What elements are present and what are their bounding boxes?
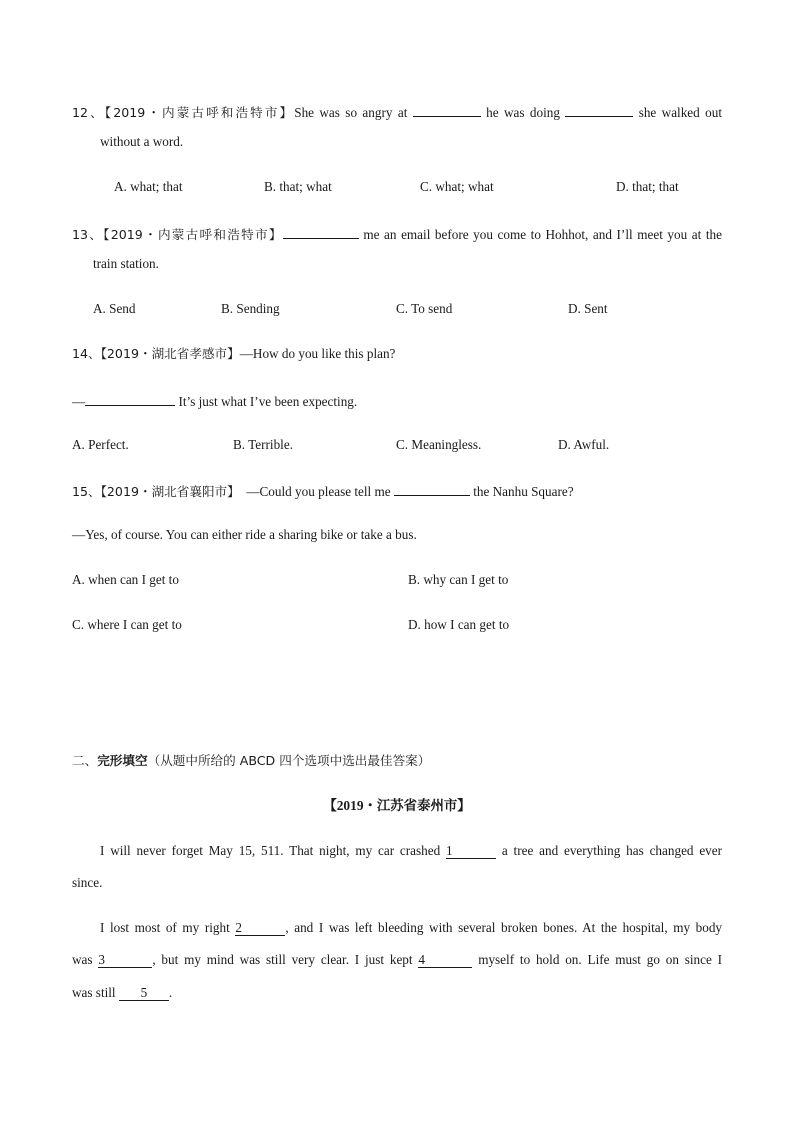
question-12-option-b[interactable]: B. that; what xyxy=(264,179,332,194)
passage-text: . xyxy=(168,985,173,1000)
answer-blank[interactable] xyxy=(394,481,470,496)
question-12-text-3: she walked out xyxy=(638,105,722,120)
question-15-option-a[interactable]: A. when can I get to xyxy=(72,572,179,587)
passage-p1-line-2: since. xyxy=(72,875,103,890)
question-14-option-d[interactable]: D. Awful. xyxy=(558,437,610,452)
question-14-dash: — xyxy=(72,394,86,409)
section-number: 二、 xyxy=(72,753,98,768)
question-12-text-1: She was so angry at xyxy=(294,105,408,120)
question-14-line-2 xyxy=(72,391,357,411)
passage-text: , and I was left bleeding with several broken bones. At the hospital, my body xyxy=(285,920,723,935)
question-12-continuation: without a word. xyxy=(100,134,184,149)
question-13-text-1: me an email before you come to Hohhot, and I’ll meet you at the xyxy=(363,227,722,242)
passage-text: myself to hold on. Life must go on since I xyxy=(478,952,723,967)
cloze-blank-2[interactable]: 2 xyxy=(235,921,285,936)
cloze-blank-3[interactable]: 3 xyxy=(98,953,152,968)
question-12-option-c[interactable]: C. what; what xyxy=(420,179,494,194)
passage-p2-line-2 xyxy=(72,951,722,969)
question-13-option-c[interactable]: C. To send xyxy=(396,301,453,316)
question-15-option-d[interactable]: D. how I can get to xyxy=(408,617,510,632)
question-12-text-2: he was doing xyxy=(486,105,560,120)
question-14-option-c[interactable]: C. Meaningless. xyxy=(396,437,482,452)
section-title: 完形填空 xyxy=(97,753,148,768)
question-14-text-2: It’s just what I’ve been expecting. xyxy=(178,394,358,409)
cloze-blank-5[interactable]: 5 xyxy=(119,986,169,1001)
question-13-option-a[interactable]: A. Send xyxy=(93,301,136,316)
question-12-number: 12、 xyxy=(72,105,105,120)
passage-text: was xyxy=(72,952,93,967)
answer-blank[interactable] xyxy=(85,391,175,406)
question-15-text-2: the Nanhu Square? xyxy=(473,484,574,499)
passage-text: was still xyxy=(72,985,116,1000)
passage-text: I lost most of my right xyxy=(100,920,230,935)
answer-blank[interactable] xyxy=(565,102,633,117)
question-12-source: 【2019・内蒙古呼和浩特市】 xyxy=(104,105,295,120)
passage-p2-line-3 xyxy=(72,984,172,1002)
question-13-continuation: train station. xyxy=(93,256,159,271)
passage-title: 【2019・江苏省泰州市】 xyxy=(323,798,471,813)
cloze-blank-1[interactable]: 1 xyxy=(446,844,496,859)
section-note: （从题中所给的 ABCD 四个选项中选出最佳答案） xyxy=(147,753,431,768)
question-13-source: 【2019・内蒙古呼和浩特市】 xyxy=(103,227,283,242)
cloze-blank-4[interactable]: 4 xyxy=(418,953,472,968)
question-15-line-1 xyxy=(72,481,574,501)
question-14-option-b[interactable]: B. Terrible. xyxy=(233,437,293,452)
question-14-option-a[interactable]: A. Perfect. xyxy=(72,437,129,452)
passage-p2-line-1 xyxy=(100,919,722,937)
question-14-text-1: —How do you like this plan? xyxy=(239,346,396,361)
question-15-text-1: —Could you please tell me xyxy=(246,484,391,499)
question-15-source: 【2019・湖北省襄阳市】 xyxy=(100,484,240,499)
passage-text: I will never forget May 15, 511. That night, my car crashed xyxy=(100,843,441,858)
answer-blank[interactable] xyxy=(413,102,481,117)
question-12-option-a[interactable]: A. what; that xyxy=(114,179,183,194)
question-13-number: 13、 xyxy=(72,227,104,242)
question-15-reply: —Yes, of course. You can either ride a sharing bike or take a bus. xyxy=(72,527,417,542)
question-15-option-b[interactable]: B. why can I get to xyxy=(408,572,509,587)
question-12-line-1 xyxy=(72,102,722,122)
question-14-source: 【2019・湖北省孝感市】 xyxy=(100,346,240,361)
question-13-option-d[interactable]: D. Sent xyxy=(568,301,608,316)
passage-text: a tree and everything has changed ever xyxy=(501,843,723,858)
question-13-line-1 xyxy=(72,224,722,244)
question-14-line-1 xyxy=(72,345,395,363)
passage-text: , but my mind was still very clear. I just kept xyxy=(152,952,413,967)
question-14-number: 14、 xyxy=(72,346,101,361)
question-12-option-d[interactable]: D. that; that xyxy=(616,179,679,194)
question-13-option-b[interactable]: B. Sending xyxy=(221,301,280,316)
section-heading xyxy=(72,752,430,770)
question-15-option-c[interactable]: C. where I can get to xyxy=(72,617,182,632)
question-15-number: 15、 xyxy=(72,484,101,499)
passage-p1-line-1 xyxy=(100,842,722,860)
answer-blank[interactable] xyxy=(283,224,359,239)
